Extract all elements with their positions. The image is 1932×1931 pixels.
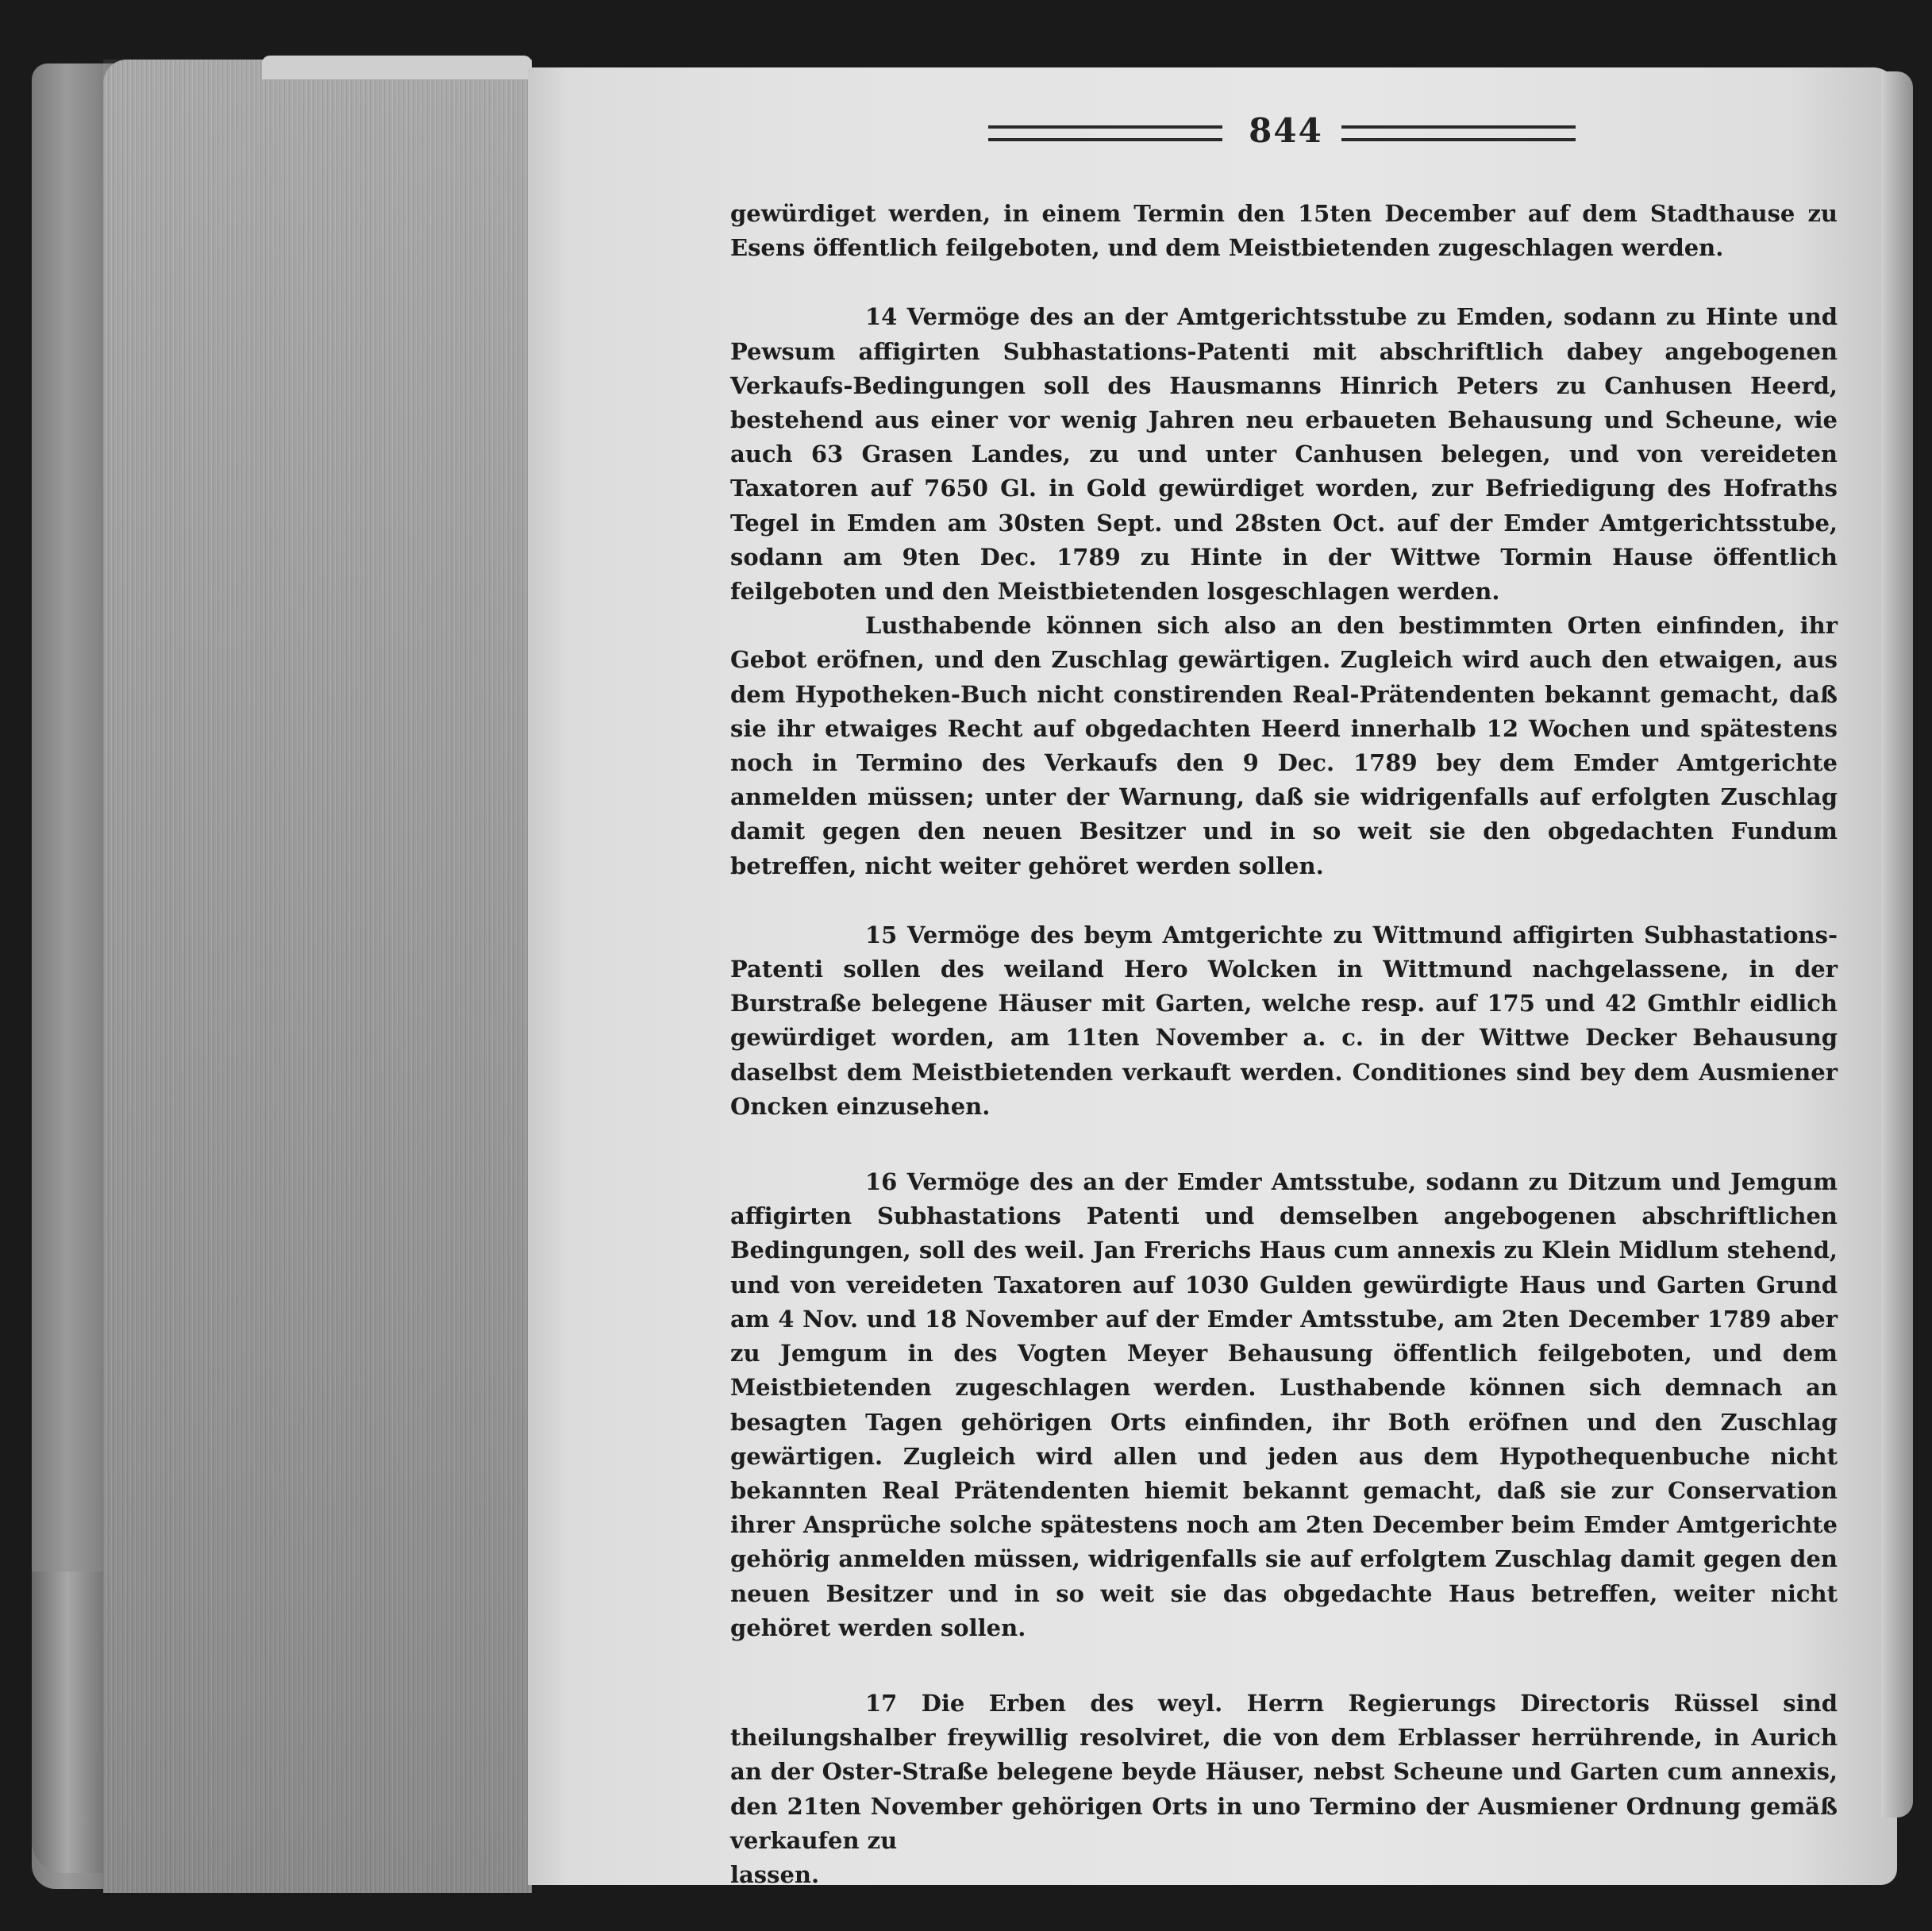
paragraph-continuation: gewürdiget werden, in einem Termin den 15ten December auf dem Stadthause zu Esens öffentlich feilgeboten, und dem Meistbietenden zugeschlagen werden. — [730, 200, 1838, 262]
header-rule-left — [988, 125, 1222, 141]
page-right-edge — [1881, 71, 1913, 1818]
header-rule-right — [1341, 125, 1576, 141]
page-header — [988, 111, 1576, 151]
page-text — [730, 197, 1838, 1892]
catchword-last-line: lassen. — [730, 1860, 820, 1888]
page-number: 844 — [1249, 111, 1323, 150]
paragraph-item-17: 17 Die Erben des weyl. Herrn Regierungs Directoris Rüssel sind theilungshalber freywillig resolviret, die von dem Erblasser herrührende, in Aurich an der Oster-Straße belegene beyde Häuser, nebst Scheune und Garten cum annexis, den 21ten November gehörigen Orts in uno Termino der Ausmiener Ordnung gemäß verkaufen zu — [730, 1689, 1838, 1854]
paragraph-item-16: 16 Vermöge des an der Emder Amtsstube, sodann zu Ditzum und Jemgum affigirten Subhastations Patenti und demselben angebogenen abschriftlichen Bedingungen, soll des weil. Jan Frerichs Haus cum annexis zu Klein Midlum stehend, und von vereideten Taxatoren auf 1030 Gulden gewürdigte Haus und Garten Grund am 4 Nov. und 18 November auf der Emder Amtsstube, am 2ten December 1789 aber zu Jemgum in des Vogten Meyer Behausung öffentlich feilgeboten, und dem Meistbietenden zugeschlagen werden. Lusthabende können sich demnach an besagten Tagen gehörigen Orts einfinden, ihr Both eröfnen und den Zuschlag gewärtigen. Zugleich wird allen und jeden aus dem Hypothequenbuche nicht bekannten Real Prätendenten hiemit bekannt gemacht, daß sie zur Conservation ihrer Ansprüche solche spätestens noch am 2ten December beim Emder Amtgerichte gehörig anmelden müssen, widrigenfalls sie auf erfolgtem Zuschlag damit gegen den neuen Besitzer und in so weit sie das obgedachte Haus betreffen, weiter nicht gehöret werden sollen. — [730, 1168, 1838, 1641]
page-edges — [103, 60, 532, 1893]
paragraph-item-14-notice: Lusthabende können sich also an den bestimmten Orten einfinden, ihr Gebot eröfnen, und den Zuschlag gewärtigen. Zugleich wird auch den etwaigen, aus dem Hypotheken-Buch nicht constirenden Real-Prätendenten bekannt gemacht, daß sie ihr etwaiges Recht auf obgedachten Heerd innerhalb 12 Wochen und spätestens noch in Termino des Verkaufs den 9 Dec. 1789 bey dem Emder Amtgerichte anmelden müssen; unter der Warnung, daß sie widrigenfalls auf erfolgten Zuschlag damit gegen den neuen Besitzer und in so weit sie den obgedachten Fundum betreffen, nicht weiter gehöret werden sollen. — [730, 612, 1838, 879]
paragraph-item-14: 14 Vermöge des an der Amtgerichtsstube zu Emden, sodann zu Hinte und Pewsum affigirten Subhastations-Patenti mit abschriftlich dabey angebogenen Verkaufs-Bedingungen soll des Hausmanns Hinrich Peters zu Canhusen Heerd, bestehend aus einer vor wenig Jahren neu erbaueten Behausung und Scheune, wie auch 63 Grasen Landes, zu und unter Canhusen belegen, und von vereideten Taxatoren auf 7650 Gl. in Gold gewürdiget worden, zur Befriedigung des Hofraths Tegel in Emden am 30sten Sept. und 28sten Oct. auf der Emder Amtgerichtsstube, sodann am 9ten Dec. 1789 zu Hinte in der Wittwe Tormin Hause öffentlich feilgeboten und den Meistbietenden losgeschlagen werden. — [730, 303, 1838, 606]
page-edges-top — [262, 56, 532, 79]
book-cover-corner — [32, 1571, 103, 1873]
paragraph-item-15: 15 Vermöge des beym Amtgerichte zu Wittmund affigirten Subhastations-Patenti sollen des weiland Hero Wolcken in Wittmund nachgelassene, in der Burstraße belegene Häuser mit Garten, welche resp. auf 175 und 42 Gmthlr eidlich gewürdiget worden, am 11ten November a. c. in der Wittwe Decker Behausung daselbst dem Meistbietenden verkauft werden. Conditiones sind bey dem Ausmiener Oncken einzusehen. — [730, 921, 1838, 1120]
